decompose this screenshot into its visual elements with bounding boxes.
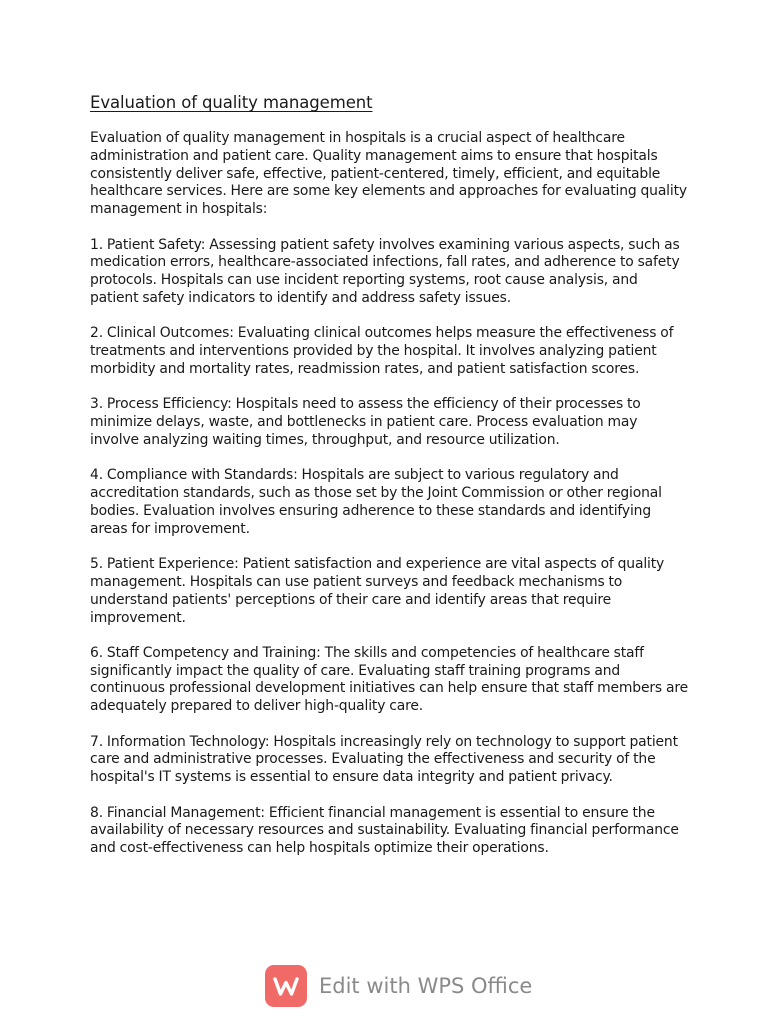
paragraph-clinical-outcomes: 2. Clinical Outcomes: Evaluating clinical outcomes helps measure the effectiveness of treatments and interventions provided by the hospital. It involves analyzing patient morbidity and mortality rates, readmission rates, and patient satisfaction scores.	[90, 325, 674, 377]
paragraph-intro: Evaluation of quality management in hospitals is a crucial aspect of healthcare administration and patient care. Quality management aims to ensure that hospitals consistently deliver safe, effective, patient-centered, timely, efficient, and equitable healthcare services. Here are some key elements and approaches for evaluating quality management in hospitals:	[90, 130, 687, 218]
watermark-label: Edit with WPS Office	[319, 974, 533, 998]
document-title: Evaluation of quality management	[90, 93, 373, 112]
paragraph-staff-competency: 6. Staff Competency and Training: The skills and competencies of healthcare staff significantly impact the quality of care. Evaluating staff training programs and continuous professional development initiatives can help ensure that staff members are adequately prepared to deliver high-quality care.	[90, 644, 688, 715]
wps-watermark[interactable]	[265, 965, 532, 1007]
document-body	[90, 92, 690, 876]
paragraph-financial-management: 8. Financial Management: Efficient financial management is essential to ensure the availability of necessary resources and sustainability. Evaluating financial performance and cost-effectiveness can help hospitals optimize their operations.	[90, 804, 679, 857]
paragraph-patient-safety: 1. Patient Safety: Assessing patient safety involves examining various aspects, such as medication errors, healthcare-associated infections, fall rates, and adherence to safety protocols. Hospitals can use incident reporting systems, root cause analysis, and patient safety indicators to identify and address safety issues.	[90, 236, 680, 306]
paragraph-compliance: 4. Compliance with Standards: Hospitals are subject to various regulatory and accreditation standards, such as those set by the Joint Commission or other regional bodies. Evaluation involves ensuring adherence to these standards and identifying areas for improvement.	[90, 467, 662, 537]
wps-office-logo-icon	[265, 965, 307, 1007]
paragraph-information-technology: 7. Information Technology: Hospitals increasingly rely on technology to support patient care and administrative processes. Evaluating the effectiveness and security of the hospital's IT systems is essential to ensure data integrity and patient privacy.	[90, 733, 678, 786]
paragraph-patient-experience: 5. Patient Experience: Patient satisfaction and experience are vital aspects of quality management. Hospitals can use patient surveys and feedback mechanisms to understand patients' perceptions of their care and identify areas that require improvement.	[90, 556, 665, 626]
paragraph-process-efficiency: 3. Process Efficiency: Hospitals need to assess the efficiency of their processes to minimize delays, waste, and bottlenecks in patient care. Process evaluation may involve analyzing waiting times, throughput, and resource utilization.	[90, 396, 641, 448]
